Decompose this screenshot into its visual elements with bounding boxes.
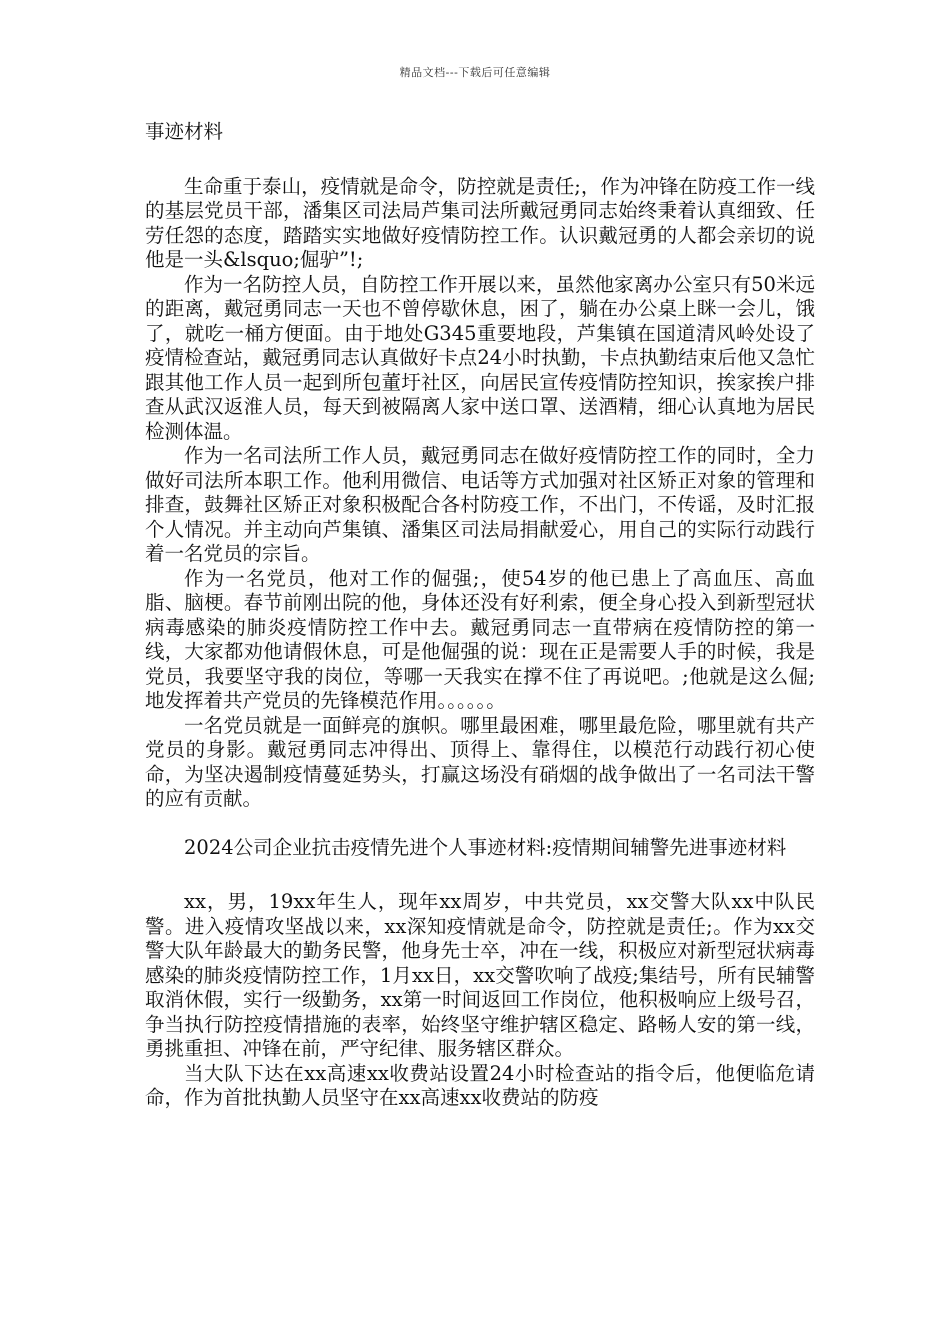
page-header: 精品文档---下载后可任意编辑 bbox=[399, 66, 551, 79]
spacer bbox=[145, 860, 815, 890]
spacer bbox=[145, 812, 815, 836]
paragraph: xx，男，19xx年生人，现年xx周岁，中共党员，xx交警大队xx中队民警。进入疫情攻坚战以来，xx深知疫情就是命令，防控就是责任;。作为xx交警大队年龄最大的勤务民警，他身先士卒，冲在一线，积极应对新型冠状病毒感染的肺炎疫情防控工作，1月xx日，xx交警吹响了战疫;集结号，所有民辅警取消休假，实行一级勤务，xx第一时间返回工作岗位，他积极响应上级号召，争当执行防控疫情措施的表率，始终坚守维护辖区稳定、路畅人安的第一线，勇挑重担、冲锋在前，严守纪律、服务辖区群众。 bbox=[145, 890, 815, 1060]
document-body bbox=[145, 120, 815, 1111]
paragraph: 作为一名党员，他对工作的倔强;，使54岁的他已患上了高血压、高血脂、脑梗。春节前刚出院的他，身体还没有好利索，便全身心投入到新型冠状病毒感染的肺炎疫情防控工作中去。戴冠勇同志一直带病在疫情防控的第一线，大家都劝他请假休息，可是他倔强的说：现在正是需要人手的时候，我是党员，我要坚守我的岗位，等哪一天我实在撑不住了再说吧。;他就是这么倔;地发挥着共产党员的先锋模范作用。。。。。。 bbox=[145, 566, 815, 712]
paragraph: 生命重于泰山，疫情就是命令，防控就是责任;，作为冲锋在防疫工作一线的基层党员干部，潘集区司法局芦集司法所戴冠勇同志始终秉着认真细致、任劳任怨的态度，踏踏实实地做好疫情防控工作。认识戴冠勇的人都会亲切的说他是一头&lsquo;倔驴”!; bbox=[145, 174, 815, 271]
section-title: 2024公司企业抗击疫情先进个人事迹材料:疫情期间辅警先进事迹材料 bbox=[184, 835, 787, 859]
paragraph: 一名党员就是一面鲜亮的旗帜。哪里最困难，哪里最危险，哪里就有共产党员的身影。戴冠勇同志冲得出、顶得上、靠得住，以模范行动践行初心使命，为坚决遏制疫情蔓延势头，打赢这场没有硝烟的战争做出了一名司法干警的应有贡献。 bbox=[145, 713, 815, 810]
paragraph: 作为一名司法所工作人员，戴冠勇同志在做好疫情防控工作的同时，全力做好司法所本职工作。他利用微信、电话等方式加强对社区矫正对象的管理和排查，鼓舞社区矫正对象积极配合各村防疫工作，不出门，不传谣，及时汇报个人情况。并主动向芦集镇、潘集区司法局捐献爱心，用自己的实际行动践行着一名党员的宗旨。 bbox=[145, 444, 815, 565]
section-title: 事迹材料 bbox=[145, 120, 224, 143]
paragraph: 当大队下达在xx高速xx收费站设置24小时检查站的指令后，他便临危请命，作为首批执勤人员坚守在xx高速xx收费站的防疫 bbox=[145, 1061, 815, 1109]
paragraph: 作为一名防控人员，自防控工作开展以来，虽然他家离办公室只有50米远的距离，戴冠勇同志一天也不曾停歇休息，困了，躺在办公桌上眯一会儿，饿了，就吃一桶方便面。由于地处G345重要地段，芦集镇在国道清风岭处设了疫情检查站，戴冠勇同志认真做好卡点24小时执勤，卡点执勤结束后他又急忙跟其他工作人员一起到所包董圩社区，向居民宣传疫情防控知识，挨家挨户排查从武汉返淮人员，每天到被隔离人家中送口罩、送酒精，细心认真地为居民检测体温。 bbox=[145, 272, 815, 443]
